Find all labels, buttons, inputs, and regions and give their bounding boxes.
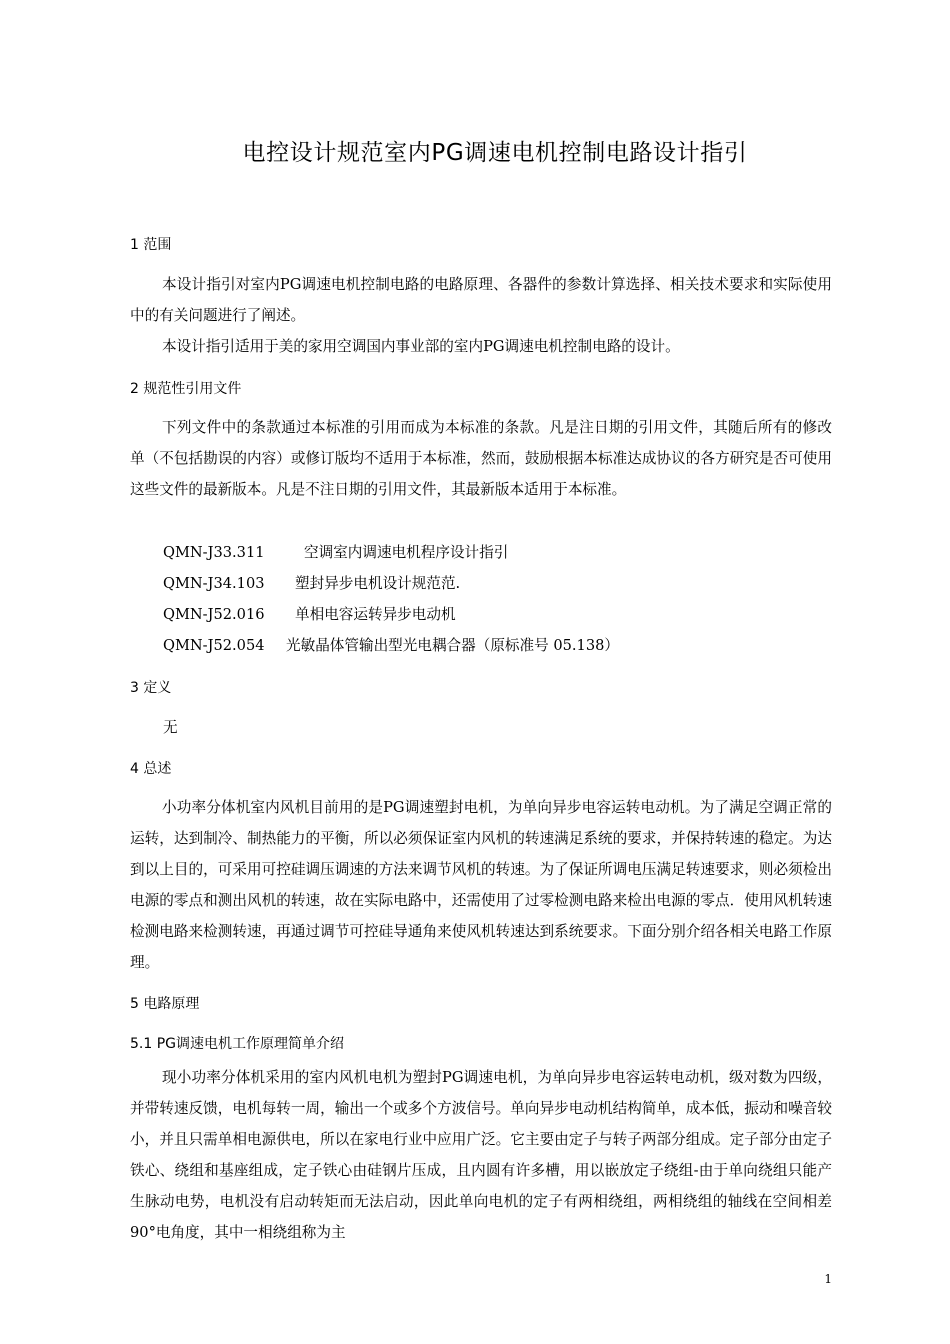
- section-heading-overview: 4 总述: [130, 761, 172, 777]
- reference-item: [163, 631, 619, 661]
- section-heading-scope: 1 范围: [130, 237, 172, 253]
- reference-title: 光敏晶体管输出型光电耦合器（原标准号 05.138）: [286, 637, 619, 654]
- subsection-heading: 5.1 PG调速电机工作原理简单介绍: [130, 1036, 345, 1052]
- paragraph: 下列文件中的条款通过本标准的引用而成为本标准的条款。凡是注日期的引用文件，其随后所有的修改单（不包括勘误的内容）或修订版均不适用于本标准，然而，鼓励根据本标准达成协议的各方研究是否可使用这些文件的最新版本。凡是不注日期的引用文件，其最新版本适用于本标准。: [130, 419, 832, 498]
- section-heading-circuit-principle: 5 电路原理: [130, 996, 200, 1012]
- paragraph: 本设计指引对室内PG调速电机控制电路的电路原理、各器件的参数计算选择、相关技术要求和实际使用中的有关问题进行了阐述。: [130, 276, 832, 324]
- reference-title: 塑封异步电机设计规范范.: [295, 575, 461, 592]
- reference-item: [163, 538, 509, 568]
- paragraph: 小功率分体机室内风机目前用的是PG调速塑封电机，为单向异步电容运转电动机。为了满足空调正常的运转，达到制冷、制热能力的平衡，所以必须保证室内风机的转速满足系统的要求，并保持转速的稳定。为达到以上目的，可采用可控硅调压调速的方法来调节风机的转速。为了保证所调电压满足转速要求，则必须检出电源的零点和测出风机的转速，故在实际电路中，还需使用了过零检测电路来检出电源的零点．使用风机转速检测电路来检测转速，再通过调节可控硅导通角来使风机转速达到系统要求。下面分别介绍各相关电路工作原理。: [130, 799, 832, 971]
- definitions-content: 无: [163, 719, 178, 736]
- section-heading-references: 2 规范性引用文件: [130, 381, 242, 397]
- reference-code: QMN-J34.103: [163, 575, 265, 592]
- section-heading-definitions: 3 定义: [130, 680, 172, 696]
- paragraph: 现小功率分体机采用的室内风机电机为塑封PG调速电机，为单向异步电容运转电动机，级对数为四级，并带转速反馈，电机每转一周，输出一个或多个方波信号。单向异步电动机结构简单，成本低，振动和噪音较小，并且只需单相电源供电，所以在家电行业中应用广泛。它主要由定子与转子两部分组成。定子部分由定子铁心、绕组和基座组成，定子铁心由硅钢片压成，且内圆有许多槽，用以嵌放定子绕组-由于单向绕组只能产生脉动电势，电机没有启动转矩而无法启动，因此单向电机的定子有两相绕组，两相绕组的轴线在空间相差90°电角度，其中一相绕组称为主: [130, 1069, 832, 1241]
- reference-item: [163, 600, 456, 630]
- paragraph: 本设计指引适用于美的家用空调国内事业部的室内PG调速电机控制电路的设计。: [162, 338, 680, 355]
- reference-item: [163, 569, 461, 599]
- page-number: 1: [824, 1272, 832, 1286]
- page-title: 电控设计规范室内PG调速电机控制电路设计指引: [242, 140, 748, 166]
- reference-title: 空调室内调速电机程序设计指引: [304, 544, 509, 561]
- reference-code: QMN-J33.311: [163, 544, 265, 561]
- reference-code: QMN-J52.016: [163, 606, 265, 623]
- reference-title: 单相电容运转异步电动机: [295, 606, 456, 623]
- reference-code: QMN-J52.054: [163, 637, 265, 654]
